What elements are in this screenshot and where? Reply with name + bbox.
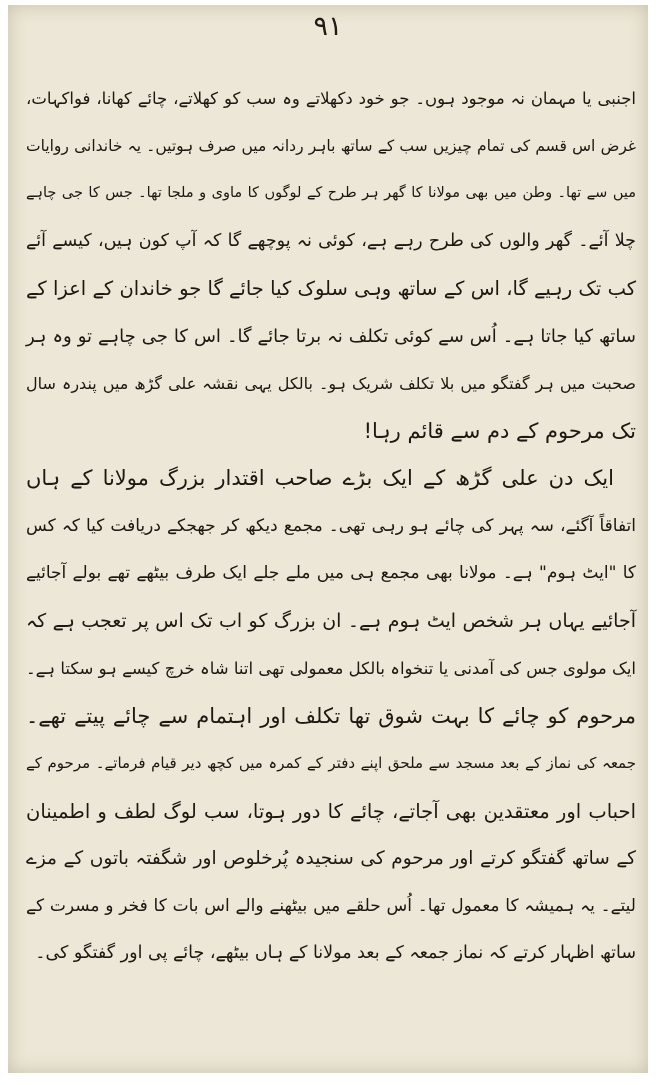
text-line: ساتھ اظہار کرتے کہ نماز جمعہ کے بعد مولانا کے ہاں بیٹھے، چائے پی اور گفتگو کی۔ (35, 943, 636, 963)
text-line: آجائیے یہاں ہر شخص ایٹ ہوم ہے۔ ان بزرگ کو اب تک اس پر تعجب ہے کہ (26, 609, 636, 632)
book-page (8, 5, 648, 1073)
text-line: اتفاقاً آگئے، سہ پہر کی چائے ہو رہی تھی۔ مجمع دیکھ کر جھجکے دریافت کیا کہ کس (26, 515, 636, 536)
text-line: اجنبی یا مہمان نہ موجود ہوں۔ جو خود دکھلاتے وہ سب کو کھلاتے، چائے کھانا، فواکہات، (26, 89, 636, 108)
text-line: میں سے تھا۔ وطن میں بھی مولانا کا گھر ہر طرح کے لوگوں کا ماوی و ملجا تھا۔ جس کا جی چاہے (26, 185, 636, 201)
page-number: ۹۱ (313, 11, 343, 42)
text-line: کا "ایٹ ہوم" ہے۔ مولانا بھی مجمع ہی میں ملے جلے ایک طرف بیٹھے تھے بولے آجائیے (26, 563, 636, 583)
text-line: کے ساتھ گفتگو کرتے اور مرحوم کی سنجیدہ پُرخلوص اور شگفتہ باتوں کے مزے (26, 848, 636, 869)
text-line: تک مرحوم کے دم سے قائم رہا! (363, 418, 636, 443)
text-line: احباب اور معتقدین بھی آجاتے، چائے کا دور ہوتا، سب لوگ لطف و اطمینان (26, 799, 636, 823)
text-line: مرحوم کو چائے کا بہت شوق تھا تکلف اور اہتمام سے چائے پیتے تھے۔ (26, 703, 636, 728)
text-line: کب تک رہیے گا، اس کے ساتھ وہی سلوک کیا جائے گا جو خاندان کے اعزا کے (26, 277, 636, 300)
text-line: صحبت میں ہر گفتگو میں بلا تکلف شریک ہو۔ بالکل یہی نقشہ علی گڑھ میں پندرہ سال (26, 374, 636, 393)
text-line: غرض اس قسم کی تمام چیزیں سب کے ساتھ باہر ردانہ میں صرف ہوتیں۔ یہ خاندانی روایات (26, 136, 636, 155)
text-line: ایک دن علی گڑھ کے ایک بڑے صاحب اقتدار بزرگ مولانا کے ہاں (26, 466, 614, 490)
text-line: ساتھ کیا جاتا ہے۔ اُس سے کوئی تکلف نہ برتا جائے گا۔ اس کا جی چاہے تو وہ ہر (26, 325, 636, 347)
text-line: چلا آئے۔ گھر والوں کی طرح رہے ہے، کوئی نہ پوچھے گا کہ آپ کون ہیں، کیسے آئے (26, 230, 636, 251)
text-line: لیتے۔ یہ ہمیشہ کا معمول تھا۔ اُس حلقے میں بیٹھنے والے اس بات کا فخر و مسرت کے (26, 895, 636, 916)
page-text (26, 75, 636, 978)
text-line: ایک مولوی جس کی آمدنی یا تنخواہ بالکل معمولی تھی اتنا شاہ خرچ کیسے ہو سکتا ہے۔ (26, 659, 636, 678)
text-line: جمعہ کی نماز کے بعد مسجد سے ملحق اپنے دفتر کے کمرہ میں کچھ دیر قیام فرماتے۔ مرحوم کے (26, 754, 636, 772)
